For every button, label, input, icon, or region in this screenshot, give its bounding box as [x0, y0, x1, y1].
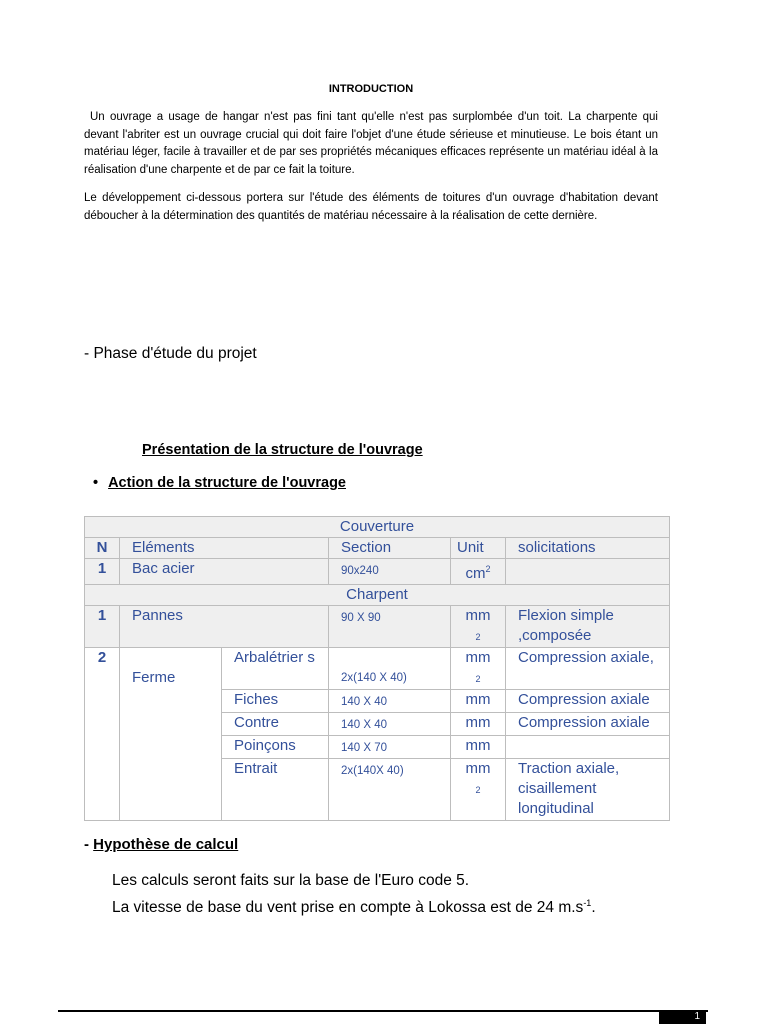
cell-n: 1 — [85, 559, 120, 585]
charpent-header: Charpent — [85, 585, 670, 606]
unit-text: cm — [465, 565, 486, 582]
unit-superscript: 2 — [475, 632, 481, 642]
intro-paragraph-1: Un ouvrage a usage de hangar n'est pas fini tant qu'elle n'est pas surplombée d'un toit. La charpente qui devant l'abriter est un ouvrage crucial qui doit faire l'objet d'une étude sérieuse et minutieuse. Le bois étant un matériau léger, facile à travailler et de par ses propriétés mécaniques efficaces représente un matériau idéal à la réalisation d'une charpente et de par ce fait la toiture. — [84, 111, 658, 176]
col-header-unit: Unit — [451, 538, 506, 559]
cell-n: 1 — [85, 606, 120, 648]
structure-table — [84, 516, 670, 821]
cell-solicitation: Compression axiale — [506, 690, 670, 713]
hypothese-dash: - — [84, 836, 94, 853]
action-heading — [93, 475, 346, 491]
cell-solicitation: Flexion simple ,composée — [506, 606, 670, 648]
col-header-elements: Eléments — [120, 538, 329, 559]
cell-unit: mm — [451, 736, 506, 759]
cell-element: Fiches — [222, 690, 329, 713]
table-row — [85, 648, 670, 690]
cell-solicitation — [506, 736, 670, 759]
cell-solicitation: Traction axiale, cisaillement longitudinal — [506, 759, 670, 821]
cell-element: Bac acier — [120, 559, 329, 585]
unit-superscript: 2 — [485, 564, 491, 574]
col-header-solicitations: solicitations — [506, 538, 670, 559]
unit-text: mm — [465, 760, 491, 777]
action-heading-text: Action de la structure de l'ouvrage — [108, 475, 346, 491]
intro-paragraph-2: Le développement ci-dessous portera sur l'étude des éléments de toitures d'un ouvrage d'habitation devant déboucher à la détermination des quantités de matériau nécessaire à la réalisation de cette dernière. — [84, 192, 658, 222]
cell-section: 140 X 40 — [329, 713, 451, 736]
bullet-text: Les calculs seront faits sur la base de l'Euro code 5. — [112, 872, 470, 889]
cell-unit — [451, 759, 506, 821]
hypothese-title: Hypothèse de calcul — [93, 836, 239, 853]
bullet-superscript: -1 — [583, 898, 592, 908]
cell-element: Pannes — [120, 606, 329, 648]
cell-section: 2x(140X 40) — [329, 759, 451, 821]
cell-element: Poinçons — [222, 736, 329, 759]
cell-element: Contre — [222, 713, 329, 736]
bullet-end: . — [591, 899, 596, 917]
cell-section: 2x(140 X 40) — [329, 648, 451, 690]
table-row — [85, 585, 670, 606]
unit-superscript: 2 — [475, 674, 481, 684]
list-item — [88, 872, 469, 890]
cell-n: 2 — [85, 648, 120, 821]
cell-element: Entrait — [222, 759, 329, 821]
cell-section: 90 X 90 — [329, 606, 451, 648]
intro-title: INTRODUCTION — [328, 83, 414, 95]
hypothese-heading — [84, 836, 238, 853]
presentation-heading: Présentation de la structure de l'ouvrage — [142, 442, 423, 458]
cell-solicitation: Compression axiale, — [506, 648, 670, 690]
table-header-row — [85, 538, 670, 559]
cell-unit — [451, 559, 506, 585]
table-row — [85, 517, 670, 538]
list-item — [88, 898, 596, 917]
cell-unit — [451, 606, 506, 648]
col-header-section: Section — [329, 538, 451, 559]
cell-element: Arbalétrier s — [222, 648, 329, 690]
col-header-n: N — [85, 538, 120, 559]
ferme-label: Ferme — [120, 648, 222, 821]
table-row — [85, 606, 670, 648]
bullet-icon: • — [93, 475, 99, 491]
cell-solicitation — [506, 559, 670, 585]
table-row — [85, 559, 670, 585]
cell-section: 140 X 40 — [329, 690, 451, 713]
cell-section: 90x240 — [329, 559, 451, 585]
unit-text: mm — [465, 649, 491, 666]
unit-superscript: 2 — [475, 785, 481, 795]
cell-unit — [451, 648, 506, 690]
cell-section: 140 X 70 — [329, 736, 451, 759]
footer-divider — [58, 1010, 708, 1012]
page-number: 1 — [659, 1011, 706, 1024]
bullet-text: La vitesse de base du vent prise en compte à Lokossa est de 24 m.s — [112, 899, 584, 917]
cell-unit: mm — [451, 690, 506, 713]
unit-text: mm — [465, 607, 491, 624]
phase-heading: - Phase d'étude du projet — [84, 345, 257, 362]
cell-unit: mm — [451, 713, 506, 736]
couverture-header: Couverture — [85, 517, 670, 538]
cell-solicitation: Compression axiale — [506, 713, 670, 736]
